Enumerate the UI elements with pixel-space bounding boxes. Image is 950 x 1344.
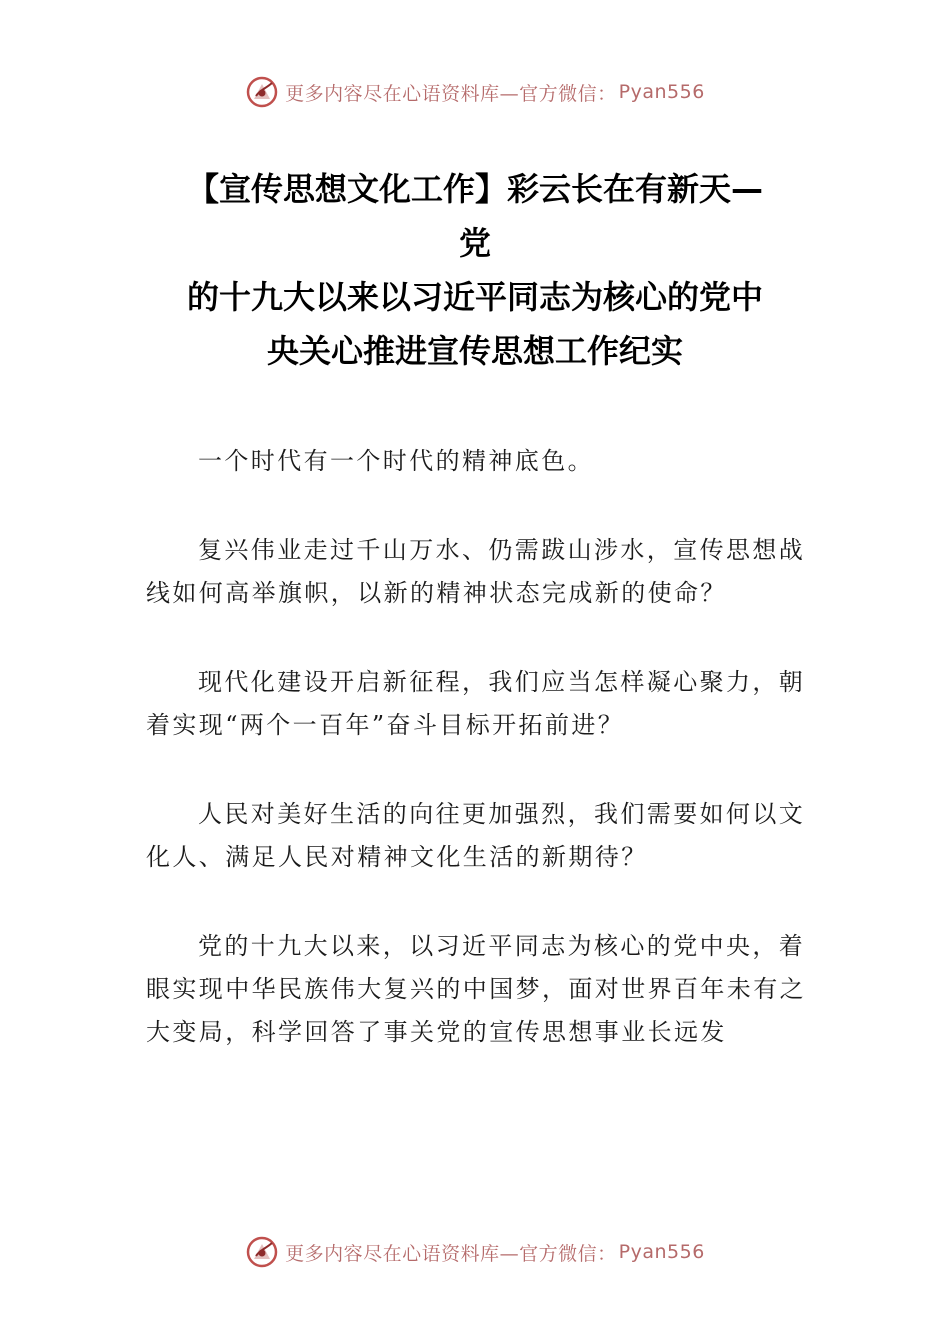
paragraph: 人民对美好生活的向往更加强烈，我们需要如何以文化人、满足人民对精神文化生活的新期待？ [146,800,806,871]
watermark-text: 更多内容尽在心语资料库—官方微信： [285,82,617,105]
logo-icon [245,1235,279,1269]
paragraph: 党的十九大以来，以习近平同志为核心的党中央，着眼实现中华民族伟大复兴的中国梦，面对世界百年未有之大变局，科学回答了事关党的宣传思想事业长远发 [146,932,806,1046]
document-title [100,162,850,378]
title-line-1: 【宣传思想文化工作】彩云长在有新天— [186,170,763,208]
title-line-2: 党 [458,224,491,262]
watermark-text: 更多内容尽在心语资料库—官方微信： [285,1242,617,1265]
paragraph: 现代化建设开启新征程，我们应当怎样凝心聚力，朝着实现“两个一百年”奋斗目标开拓前进？ [146,668,806,739]
paragraph: 复兴伟业走过千山万水、仍需跋山涉水，宣传思想战线如何高举旗帜，以新的精神状态完成新的使命？ [146,536,806,607]
logo-icon [245,75,279,109]
watermark-wechat-id: Pyan556 [618,1241,705,1263]
paragraph: 一个时代有一个时代的精神底色。 [198,447,594,475]
footer-watermark [0,1232,950,1272]
title-line-3: 的十九大以来以习近平同志为核心的党中 [186,278,763,316]
header-watermark [0,72,950,112]
document-body [146,440,811,1100]
watermark-wechat-id: Pyan556 [618,81,705,103]
title-line-4: 央关心推进宣传思想工作纪实 [266,332,683,370]
